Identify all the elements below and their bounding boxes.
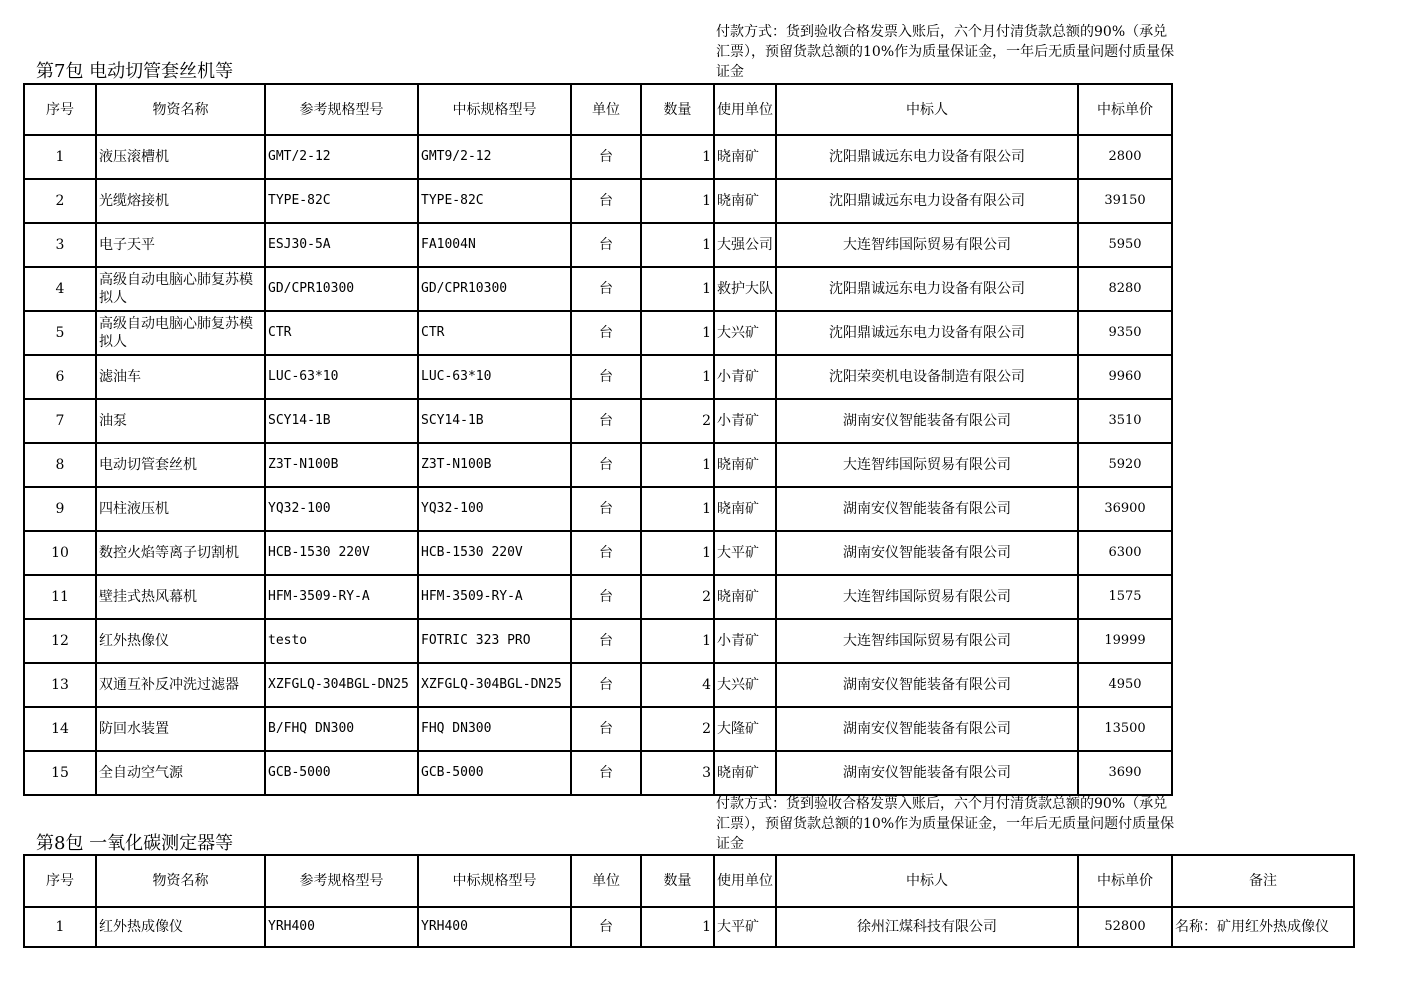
material-name-cell: 四柱液压机 (96, 487, 265, 531)
ref-spec-cell: HCB-1530 220V (265, 531, 418, 575)
quantity-cell: 1 (641, 531, 714, 575)
table-row (24, 487, 1172, 531)
header-cell: 中标人 (776, 855, 1078, 907)
ref-spec-cell: SCY14-1B (265, 399, 418, 443)
bid-spec-cell: GD/CPR10300 (418, 267, 571, 311)
quantity-cell: 1 (641, 907, 714, 947)
unit-cell: 台 (571, 267, 641, 311)
quantity-cell: 1 (641, 223, 714, 267)
header-cell: 中标单价 (1078, 855, 1172, 907)
unit-cell: 台 (571, 751, 641, 795)
unit-price-cell: 5950 (1078, 223, 1172, 267)
seq-cell: 1 (24, 135, 96, 179)
ref-spec-cell: YQ32-100 (265, 487, 418, 531)
unit-price-cell: 36900 (1078, 487, 1172, 531)
using-unit-cell: 大平矿 (714, 907, 776, 947)
bid-spec-cell: GCB-5000 (418, 751, 571, 795)
using-unit-cell: 晓南矿 (714, 135, 776, 179)
using-unit-cell: 晓南矿 (714, 487, 776, 531)
quantity-cell: 2 (641, 707, 714, 751)
bid-spec-cell: GMT9/2-12 (418, 135, 571, 179)
unit-price-cell: 9350 (1078, 311, 1172, 355)
header-cell: 参考规格型号 (265, 855, 418, 907)
table-row (24, 179, 1172, 223)
ref-spec-cell: YRH400 (265, 907, 418, 947)
header-cell: 参考规格型号 (265, 84, 418, 135)
material-name-cell: 红外热成像仪 (96, 907, 265, 947)
table-row (24, 707, 1172, 751)
using-unit-cell: 救护大队 (714, 267, 776, 311)
table-row (24, 355, 1172, 399)
header-cell: 使用单位 (714, 855, 776, 907)
winner-cell: 湖南安仪智能装备有限公司 (776, 399, 1078, 443)
seq-cell: 8 (24, 443, 96, 487)
using-unit-cell: 大隆矿 (714, 707, 776, 751)
material-name-cell: 全自动空气源 (96, 751, 265, 795)
quantity-cell: 1 (641, 443, 714, 487)
table-row (24, 223, 1172, 267)
winner-cell: 大连智纬国际贸易有限公司 (776, 443, 1078, 487)
using-unit-cell: 小青矿 (714, 619, 776, 663)
seq-cell: 4 (24, 267, 96, 311)
winner-cell: 徐州江煤科技有限公司 (776, 907, 1078, 947)
ref-spec-cell: B/FHQ DN300 (265, 707, 418, 751)
table-row (24, 267, 1172, 311)
unit-cell: 台 (571, 663, 641, 707)
table-row (24, 399, 1172, 443)
material-name-cell: 油泵 (96, 399, 265, 443)
unit-cell: 台 (571, 443, 641, 487)
table-header-row (24, 855, 1354, 907)
bid-spec-cell: YQ32-100 (418, 487, 571, 531)
header-cell: 中标规格型号 (418, 855, 571, 907)
table-row (24, 907, 1354, 947)
material-name-cell: 双通互补反冲洗过滤器 (96, 663, 265, 707)
unit-price-cell: 4950 (1078, 663, 1172, 707)
material-name-cell: 电子天平 (96, 223, 265, 267)
package7-table (23, 83, 1173, 796)
table-row (24, 619, 1172, 663)
using-unit-cell: 大兴矿 (714, 663, 776, 707)
package7-title: 第7包 电动切管套丝机等 (36, 61, 234, 82)
header-cell: 中标规格型号 (418, 84, 571, 135)
using-unit-cell: 小青矿 (714, 399, 776, 443)
header-cell: 数量 (641, 855, 714, 907)
winner-cell: 湖南安仪智能装备有限公司 (776, 707, 1078, 751)
header-cell: 序号 (24, 855, 96, 907)
package7-payment-terms: 付款方式：货到验收合格发票入账后，六个月付清货款总额的90%（承兑汇票），预留货款总额的10%作为质量保证金，一年后无质量问题付质量保证金 (716, 24, 1175, 80)
quantity-cell: 2 (641, 575, 714, 619)
bid-spec-cell: HFM-3509-RY-A (418, 575, 571, 619)
ref-spec-cell: Z3T-N100B (265, 443, 418, 487)
material-name-cell: 壁挂式热风幕机 (96, 575, 265, 619)
using-unit-cell: 晓南矿 (714, 575, 776, 619)
material-name-cell: 电动切管套丝机 (96, 443, 265, 487)
using-unit-cell: 小青矿 (714, 355, 776, 399)
winner-cell: 大连智纬国际贸易有限公司 (776, 619, 1078, 663)
using-unit-cell: 大强公司 (714, 223, 776, 267)
header-cell: 备注 (1172, 855, 1354, 907)
unit-cell: 台 (571, 311, 641, 355)
quantity-cell: 4 (641, 663, 714, 707)
winner-cell: 沈阳鼎诚远东电力设备有限公司 (776, 179, 1078, 223)
package8-table (23, 854, 1355, 948)
bid-spec-cell: HCB-1530 220V (418, 531, 571, 575)
header-cell: 序号 (24, 84, 96, 135)
bid-spec-cell: LUC-63*10 (418, 355, 571, 399)
quantity-cell: 1 (641, 487, 714, 531)
winner-cell: 沈阳鼎诚远东电力设备有限公司 (776, 135, 1078, 179)
using-unit-cell: 晓南矿 (714, 443, 776, 487)
unit-price-cell: 6300 (1078, 531, 1172, 575)
winner-cell: 沈阳鼎诚远东电力设备有限公司 (776, 267, 1078, 311)
unit-cell: 台 (571, 399, 641, 443)
bid-spec-cell: SCY14-1B (418, 399, 571, 443)
ref-spec-cell: testo (265, 619, 418, 663)
header-cell: 物资名称 (96, 855, 265, 907)
seq-cell: 2 (24, 179, 96, 223)
unit-cell: 台 (571, 135, 641, 179)
package8-payment-terms: 付款方式：货到验收合格发票入账后，六个月付清货款总额的90%（承兑汇票），预留货款总额的10%作为质量保证金，一年后无质量问题付质量保证金 (716, 796, 1175, 852)
material-name-cell: 高级自动电脑心肺复苏模拟人 (96, 267, 265, 311)
winner-cell: 大连智纬国际贸易有限公司 (776, 223, 1078, 267)
using-unit-cell: 大平矿 (714, 531, 776, 575)
winner-cell: 大连智纬国际贸易有限公司 (776, 575, 1078, 619)
bid-spec-cell: FHQ DN300 (418, 707, 571, 751)
ref-spec-cell: GCB-5000 (265, 751, 418, 795)
unit-cell: 台 (571, 907, 641, 947)
table-row (24, 531, 1172, 575)
seq-cell: 1 (24, 907, 96, 947)
material-name-cell: 数控火焰等离子切割机 (96, 531, 265, 575)
ref-spec-cell: GD/CPR10300 (265, 267, 418, 311)
winner-cell: 沈阳鼎诚远东电力设备有限公司 (776, 311, 1078, 355)
unit-price-cell: 1575 (1078, 575, 1172, 619)
table-row (24, 135, 1172, 179)
unit-cell: 台 (571, 707, 641, 751)
unit-cell: 台 (571, 355, 641, 399)
unit-price-cell: 5920 (1078, 443, 1172, 487)
bid-spec-cell: Z3T-N100B (418, 443, 571, 487)
ref-spec-cell: LUC-63*10 (265, 355, 418, 399)
quantity-cell: 1 (641, 135, 714, 179)
header-cell: 中标人 (776, 84, 1078, 135)
table-row (24, 443, 1172, 487)
quantity-cell: 1 (641, 355, 714, 399)
unit-price-cell: 39150 (1078, 179, 1172, 223)
unit-price-cell: 9960 (1078, 355, 1172, 399)
table-row (24, 311, 1172, 355)
seq-cell: 14 (24, 707, 96, 751)
using-unit-cell: 晓南矿 (714, 751, 776, 795)
unit-price-cell: 52800 (1078, 907, 1172, 947)
unit-cell: 台 (571, 487, 641, 531)
using-unit-cell: 大兴矿 (714, 311, 776, 355)
seq-cell: 6 (24, 355, 96, 399)
header-cell: 单位 (571, 855, 641, 907)
bid-spec-cell: TYPE-82C (418, 179, 571, 223)
unit-cell: 台 (571, 619, 641, 663)
seq-cell: 12 (24, 619, 96, 663)
material-name-cell: 高级自动电脑心肺复苏模拟人 (96, 311, 265, 355)
header-cell: 使用单位 (714, 84, 776, 135)
winner-cell: 湖南安仪智能装备有限公司 (776, 487, 1078, 531)
remark-cell: 名称：矿用红外热成像仪 (1172, 907, 1354, 947)
quantity-cell: 2 (641, 399, 714, 443)
ref-spec-cell: XZFGLQ-304BGL-DN25 (265, 663, 418, 707)
ref-spec-cell: TYPE-82C (265, 179, 418, 223)
seq-cell: 10 (24, 531, 96, 575)
bid-spec-cell: YRH400 (418, 907, 571, 947)
bid-spec-cell: CTR (418, 311, 571, 355)
winner-cell: 湖南安仪智能装备有限公司 (776, 531, 1078, 575)
ref-spec-cell: GMT/2-12 (265, 135, 418, 179)
header-cell: 数量 (641, 84, 714, 135)
header-cell: 单位 (571, 84, 641, 135)
unit-price-cell: 3510 (1078, 399, 1172, 443)
package8-title: 第8包 一氧化碳测定器等 (36, 833, 234, 854)
winner-cell: 湖南安仪智能装备有限公司 (776, 751, 1078, 795)
unit-cell: 台 (571, 575, 641, 619)
ref-spec-cell: HFM-3509-RY-A (265, 575, 418, 619)
header-cell: 物资名称 (96, 84, 265, 135)
bid-spec-cell: XZFGLQ-304BGL-DN25 (418, 663, 571, 707)
unit-price-cell: 13500 (1078, 707, 1172, 751)
material-name-cell: 滤油车 (96, 355, 265, 399)
seq-cell: 5 (24, 311, 96, 355)
header-cell: 中标单价 (1078, 84, 1172, 135)
seq-cell: 15 (24, 751, 96, 795)
seq-cell: 11 (24, 575, 96, 619)
ref-spec-cell: ESJ30-5A (265, 223, 418, 267)
unit-price-cell: 19999 (1078, 619, 1172, 663)
table-header-row (24, 84, 1172, 135)
material-name-cell: 液压滚槽机 (96, 135, 265, 179)
table-row (24, 575, 1172, 619)
table-row (24, 663, 1172, 707)
winner-cell: 湖南安仪智能装备有限公司 (776, 663, 1078, 707)
quantity-cell: 3 (641, 751, 714, 795)
seq-cell: 7 (24, 399, 96, 443)
quantity-cell: 1 (641, 267, 714, 311)
table-row (24, 751, 1172, 795)
material-name-cell: 防回水装置 (96, 707, 265, 751)
unit-price-cell: 8280 (1078, 267, 1172, 311)
unit-cell: 台 (571, 223, 641, 267)
quantity-cell: 1 (641, 311, 714, 355)
bid-spec-cell: FA1004N (418, 223, 571, 267)
ref-spec-cell: CTR (265, 311, 418, 355)
bid-spec-cell: FOTRIC 323 PRO (418, 619, 571, 663)
unit-cell: 台 (571, 531, 641, 575)
unit-price-cell: 3690 (1078, 751, 1172, 795)
seq-cell: 3 (24, 223, 96, 267)
unit-cell: 台 (571, 179, 641, 223)
using-unit-cell: 晓南矿 (714, 179, 776, 223)
seq-cell: 13 (24, 663, 96, 707)
unit-price-cell: 2800 (1078, 135, 1172, 179)
winner-cell: 沈阳荣奕机电设备制造有限公司 (776, 355, 1078, 399)
material-name-cell: 红外热像仪 (96, 619, 265, 663)
quantity-cell: 1 (641, 179, 714, 223)
quantity-cell: 1 (641, 619, 714, 663)
seq-cell: 9 (24, 487, 96, 531)
material-name-cell: 光缆熔接机 (96, 179, 265, 223)
